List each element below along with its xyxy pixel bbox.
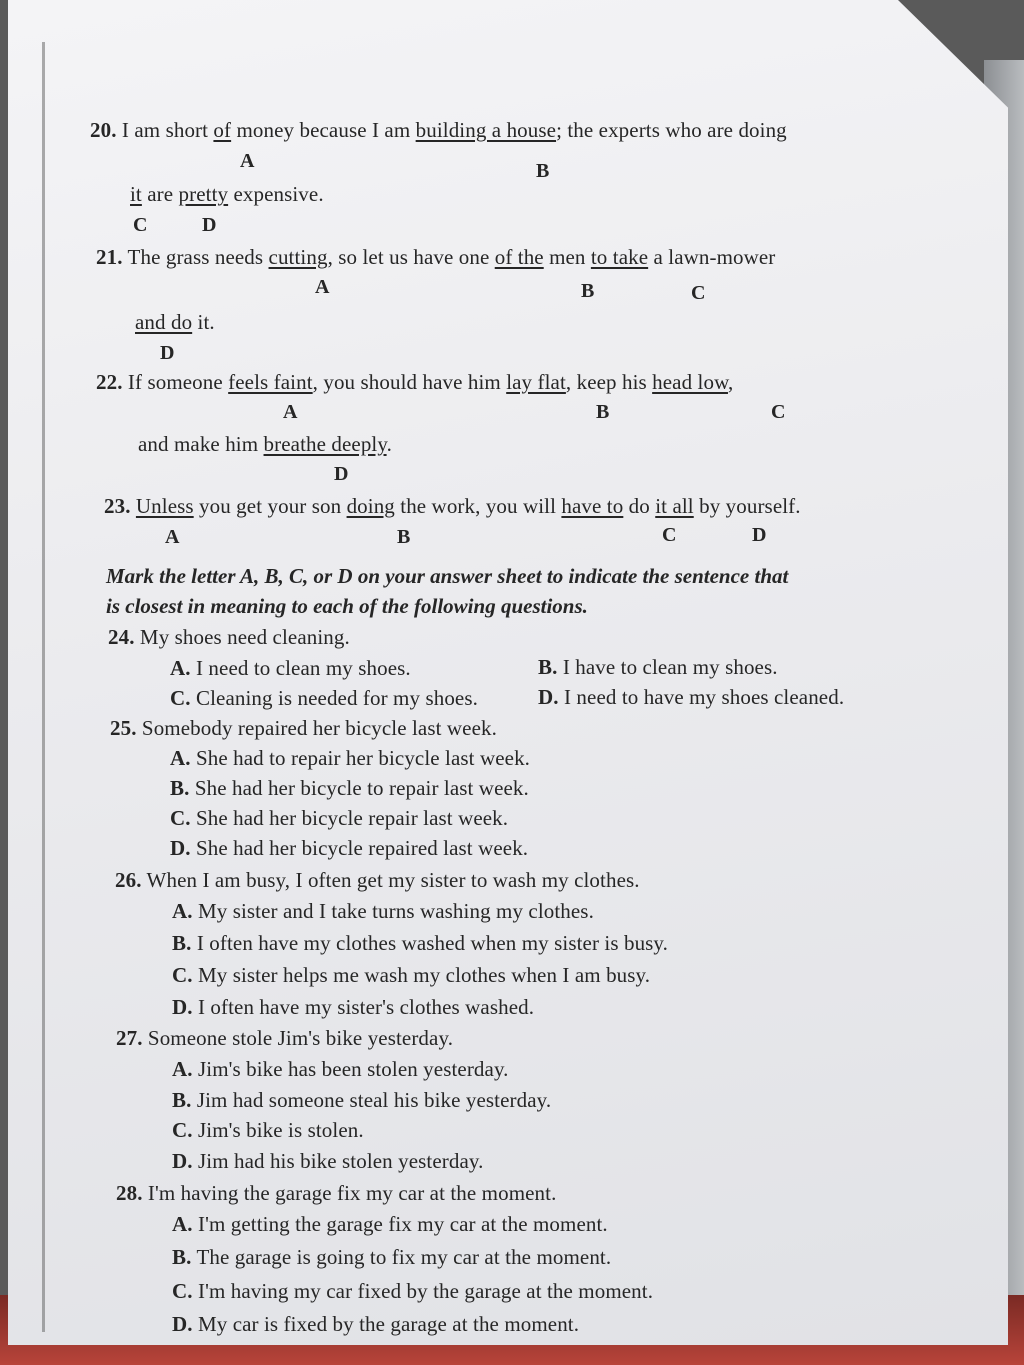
- question-28-option-a: A. I'm getting the garage fix my car at the moment.: [172, 1212, 608, 1236]
- underlined-part-a: of: [213, 118, 232, 142]
- question-27-option-b: B. Jim had someone steal his bike yesterday.: [172, 1088, 552, 1112]
- underlined-part-d: pretty: [178, 182, 229, 206]
- question-24-stem: 24. My shoes need cleaning.: [108, 625, 350, 649]
- underlined-part-c: it: [130, 182, 142, 206]
- question-20-line-1: 20. I am short of money because I am building a house; the experts who are doing: [90, 118, 787, 142]
- question-25-option-a: A. She had to repair her bicycle last week.: [170, 746, 531, 770]
- option-letter-b: B: [581, 280, 595, 302]
- option-letter-a: A: [165, 526, 180, 548]
- option-letter-b: B: [397, 526, 411, 548]
- underlined-part-b: lay flat: [506, 370, 566, 394]
- underlined-part-a: feels faint: [228, 370, 313, 394]
- underlined-part-b: building a house: [415, 118, 557, 142]
- underlined-part-a: cutting: [268, 245, 328, 269]
- underlined-part-c: to take: [590, 245, 649, 269]
- question-26-option-c: C. My sister helps me wash my clothes when I am busy.: [172, 963, 651, 987]
- option-letter-c: C: [662, 524, 677, 546]
- option-letter-b: B: [596, 401, 610, 423]
- question-number: 22.: [96, 370, 123, 394]
- question-20-line-2: it are pretty expensive.: [130, 182, 324, 206]
- question-26-option-d: D. I often have my sister's clothes washed.: [172, 995, 535, 1019]
- question-28-option-d: D. My car is fixed by the garage at the moment.: [172, 1312, 580, 1336]
- option-letter-d: D: [160, 342, 175, 364]
- question-number: 23.: [104, 494, 131, 518]
- underlined-part-a: Unless: [135, 494, 194, 518]
- option-letter-a: A: [240, 150, 255, 172]
- question-25-option-c: C. She had her bicycle repair last week.: [170, 806, 509, 830]
- question-28-option-b: B. The garage is going to fix my car at the moment.: [172, 1245, 612, 1269]
- question-22-line-2: and make him breathe deeply.: [138, 432, 392, 456]
- question-28-option-c: C. I'm having my car fixed by the garage at the moment.: [172, 1279, 654, 1303]
- option-letter-c: C: [771, 401, 786, 423]
- question-25-option-d: D. She had her bicycle repaired last week.: [170, 836, 529, 860]
- question-21-line-1: 21. The grass needs cutting, so let us have one of the men to take a lawn-mower: [96, 245, 776, 269]
- option-letter-b: B: [536, 160, 550, 182]
- question-26-stem: 26. When I am busy, I often get my sister to wash my clothes.: [115, 868, 640, 892]
- question-25-option-b: B. She had her bicycle to repair last week.: [170, 776, 529, 800]
- question-number: 21.: [96, 245, 123, 269]
- question-27-option-d: D. Jim had his bike stolen yesterday.: [172, 1149, 484, 1173]
- question-27-stem: 27. Someone stole Jim's bike yesterday.: [116, 1026, 454, 1050]
- question-28-stem: 28. I'm having the garage fix my car at the moment.: [116, 1181, 557, 1205]
- question-26-option-b: B. I often have my clothes washed when my sister is busy.: [172, 931, 669, 955]
- question-22-line-1: 22. If someone feels faint, you should have him lay flat, keep his head low,: [96, 370, 734, 394]
- option-letter-a: A: [315, 276, 330, 298]
- option-letter-d: D: [752, 524, 767, 546]
- question-21-line-2: and do it.: [135, 310, 215, 334]
- question-24-option-a: A. I need to clean my shoes.: [170, 656, 411, 680]
- instruction-line-1: Mark the letter A, B, C, or D on your answer sheet to indicate the sentence that: [106, 564, 789, 588]
- question-23-line-1: 23. Unless you get your son doing the work, you will have to do it all by yourself.: [104, 494, 801, 518]
- question-24-option-c: C. Cleaning is needed for my shoes.: [170, 686, 478, 710]
- underlined-part-c: head low: [652, 370, 728, 394]
- underlined-part-d: it all: [655, 494, 694, 518]
- question-25-stem: 25. Somebody repaired her bicycle last week.: [110, 716, 497, 740]
- question-27-option-a: A. Jim's bike has been stolen yesterday.: [172, 1057, 509, 1081]
- option-letter-a: A: [283, 401, 298, 423]
- underlined-part-c: have to: [561, 494, 624, 518]
- question-number: 20.: [90, 118, 117, 142]
- option-letter-d: D: [334, 463, 349, 485]
- question-24-option-d: D. I need to have my shoes cleaned.: [538, 685, 845, 709]
- instruction-line-2: is closest in meaning to each of the following questions.: [106, 594, 588, 618]
- underlined-part-b: of the: [494, 245, 544, 269]
- underlined-part-d: and do: [135, 310, 193, 334]
- question-24-option-b: B. I have to clean my shoes.: [538, 655, 778, 679]
- question-27-option-c: C. Jim's bike is stolen.: [172, 1118, 364, 1142]
- option-letter-c: C: [133, 214, 148, 236]
- question-26-option-a: A. My sister and I take turns washing my clothes.: [172, 899, 594, 923]
- option-letter-d: D: [202, 214, 217, 236]
- underlined-part-d: breathe deeply: [263, 432, 387, 456]
- underlined-part-b: doing: [346, 494, 395, 518]
- option-letter-c: C: [691, 282, 706, 304]
